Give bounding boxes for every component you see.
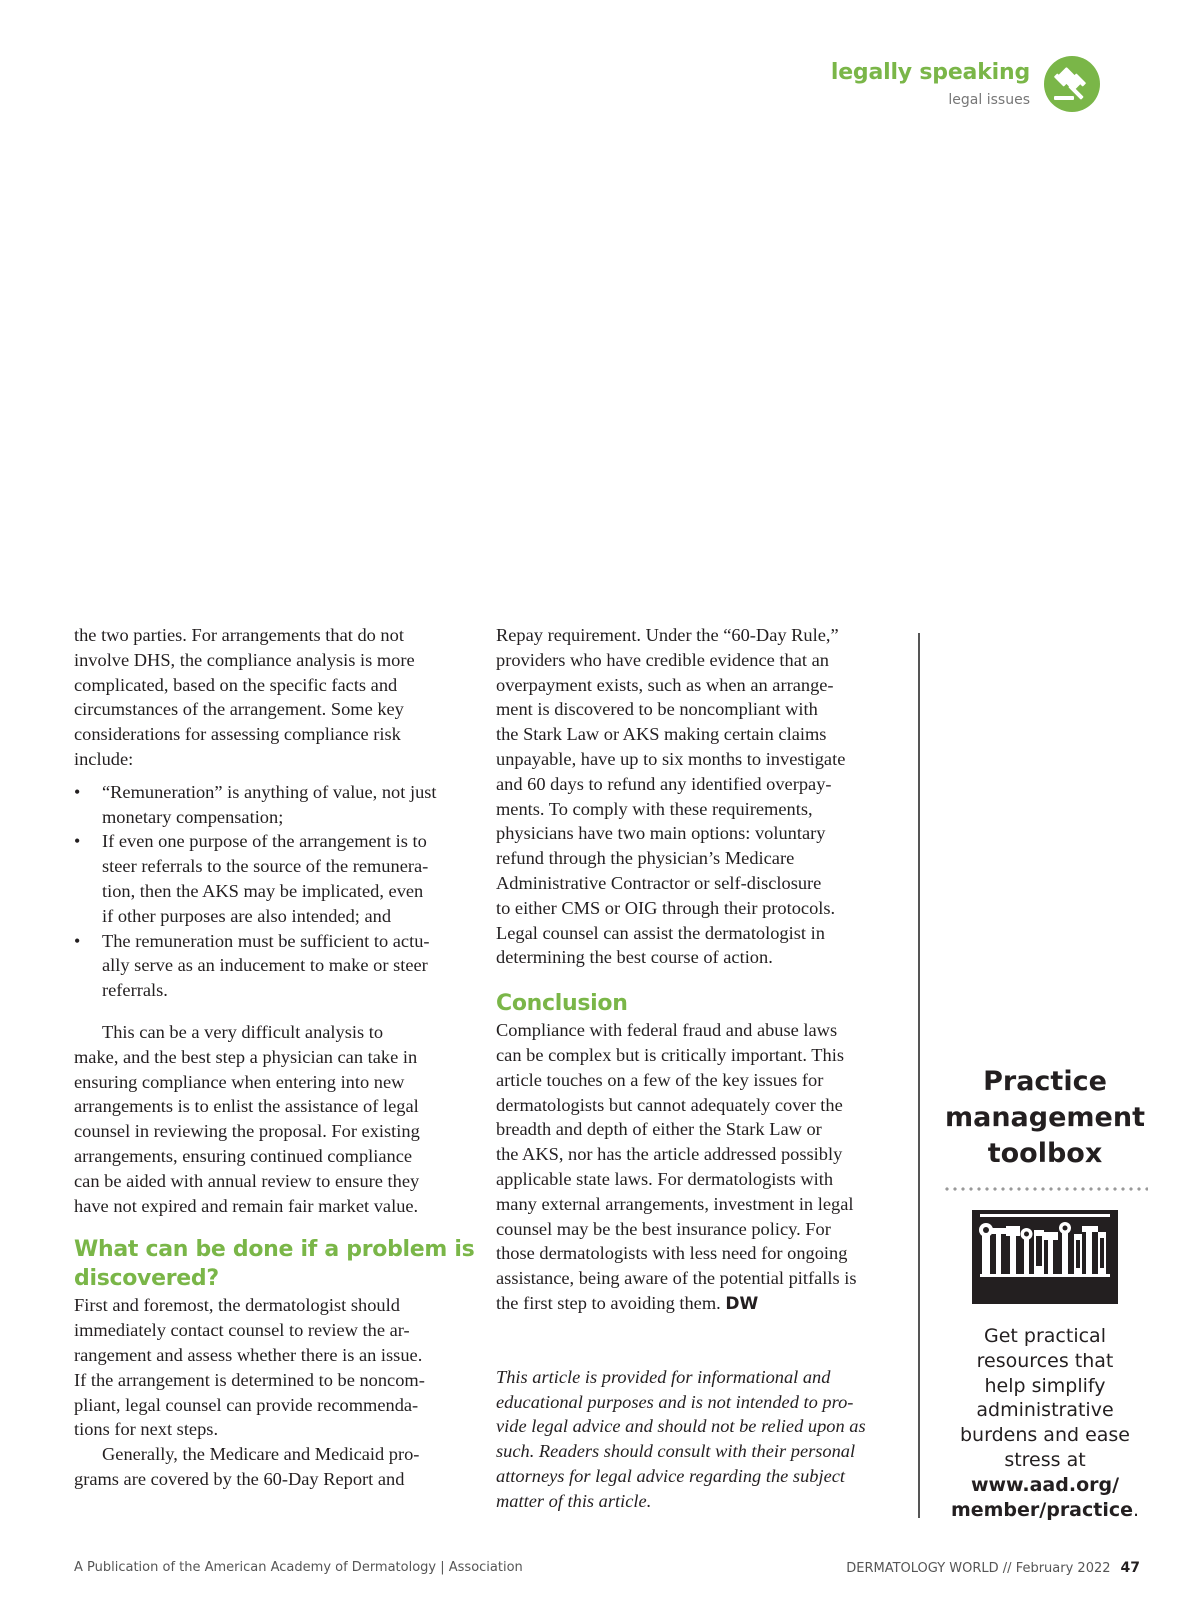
compliance-considerations-list xyxy=(74,780,474,1003)
article-column-2 xyxy=(496,623,901,1514)
list-item: • “Remuneration” is anything of value, not just monetary compensation; xyxy=(74,780,474,830)
toolbox-icon xyxy=(970,1208,1120,1306)
sidebar-title: Practice management toolbox xyxy=(944,1066,1145,1169)
paragraph: Compliance with federal fraud and abuse laws can be complex but is critically important. This article touches on a few of the key issues for dermatologists but cannot adequately cover the breadth and depth of either the Stark Law or the AKS, nor has the article addressed possibly applicable state laws. For dermatologists with many external arrangements, investment in legal counsel may be the best insurance policy. For those dermatologists with less need for ongoing assistance, being aware of the potential pitfalls is the first step to avoiding them. DW xyxy=(496,1020,857,1314)
paragraph: Generally, the Medicare and Medicaid pro- grams are covered by the 60-Day Report and xyxy=(74,1444,420,1489)
text-line: include: xyxy=(74,748,134,769)
text-line: the two parties. For arrangements that do not xyxy=(74,625,404,645)
text-line: circumstances of the arrangement. Some key xyxy=(74,699,404,720)
practice-resources-link[interactable]: www.aad.org/ member/practice xyxy=(950,1473,1134,1521)
disclaimer: This article is provided for informational and educational purposes and is not intended to pro- vide legal advice and should not be relied upon as such. Readers should consult with their personal attorneys for legal advice regarding the subject matter of this article. xyxy=(496,1366,866,1511)
dotted-divider xyxy=(943,1186,1148,1192)
toolbox-sidebar xyxy=(940,1064,1150,1522)
section-header xyxy=(700,56,1100,116)
paragraph: This can be a very difficult analysis to make, and the best step a physician can take in ensuring compliance when entering into new arrangements is to enlist the assistance of legal counsel in reviewing the proposal. For existing arrangements, ensuring continued compliance can be aided with annual review to ensure they have not expired and remain fair market value. xyxy=(74,1021,420,1216)
section-subtitle: legal issues xyxy=(948,92,1030,108)
sidebar-description: Get practical resources that help simplify administrative burdens and ease stress at www.aad.org/ member/practice. xyxy=(950,1325,1140,1521)
signoff: DW xyxy=(725,1293,759,1314)
paragraph: Repay requirement. Under the “60-Day Rule,” providers who have credible evidence that an overpayment exists, such as when an arrange- ment is discovered to be noncompliant with the Stark Law or AKS making certain claims unpayable, have up to six months to investigate and 60 days to refund any identified overpay- ments. To comply with these requirements, physicians have two main options: voluntary refund through the physician’s Medicare Administrative Contractor or self-disclosure to either CMS or OIG through their protocols. Legal counsel can assist the dermatologist in determining the best course of action. xyxy=(496,625,846,968)
column-divider xyxy=(918,633,920,1518)
issue-info: DERMATOLOGY WORLD // February 2022 47 xyxy=(846,1560,1140,1576)
page-number: 47 xyxy=(1120,1560,1140,1576)
publication-credit: A Publication of the American Academy of Dermatology | Association xyxy=(74,1560,523,1575)
section-heading: Conclusion xyxy=(496,991,628,1017)
text-line: involve DHS, the compliance analysis is more xyxy=(74,649,415,670)
section-heading: What can be done if a problem is discovered? xyxy=(74,1237,475,1292)
gavel-icon xyxy=(1044,56,1100,112)
list-item: • The remuneration must be sufficient to actu- ally serve as an inducement to make or steer referrals. xyxy=(74,929,474,1003)
section-title: legally speaking xyxy=(830,60,1030,85)
text-line: considerations for assessing compliance risk xyxy=(74,724,401,745)
list-item: • If even one purpose of the arrangement is to steer referrals to the source of the remunera- tion, then the AKS may be implicated, even if other purposes are also intended; and xyxy=(74,829,474,928)
text-line: complicated, based on the specific facts and xyxy=(74,674,398,695)
article-column-1 xyxy=(74,623,474,1492)
paragraph: First and foremost, the dermatologist should immediately contact counsel to review the ar- rangement and assess whether there is an issue. If the arrangement is determined to be noncom- pliant, legal counsel can provide recommenda- tions for next steps. xyxy=(74,1295,425,1440)
